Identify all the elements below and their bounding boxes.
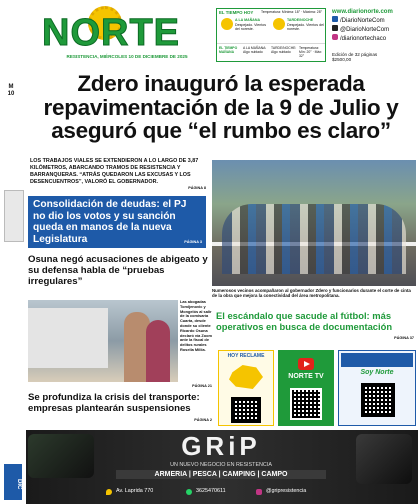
story-deuda-headline: Consolidación de deudas: el PJ no dio los votos y su sanción queda en manos de la nueva Legislatura — [33, 199, 187, 245]
qr-code[interactable] — [290, 388, 322, 420]
lead-headline[interactable]: Zdero inauguró la esperada repavimentación de la 9 de Julio y aseguró que “el rumbo es claro” — [43, 71, 399, 143]
story-futbol-headline[interactable]: El escándalo que sacude al fútbol: más operativos en busca de documentación — [216, 310, 393, 332]
ad-social: @gripresistencia — [266, 488, 307, 494]
ad-grip[interactable] — [26, 430, 418, 504]
sun-icon — [273, 18, 285, 30]
qr-code[interactable] — [231, 397, 261, 423]
story-futbol-page-ref: PÁGINA 37 — [394, 336, 414, 340]
story-abigeato-photo[interactable] — [28, 300, 178, 382]
side-bottom-label: DIC — [4, 464, 22, 500]
promo-hoy-reclame[interactable] — [218, 350, 274, 426]
weather-afternoon-label: TARDE/NOCHE — [287, 18, 314, 22]
side-index-number: 10 — [7, 91, 15, 97]
story-deuda-page-ref: PÁGINA 3 — [184, 240, 202, 244]
twitter-icon — [332, 25, 338, 31]
weather-afternoon-desc: Despejado. Vientos del noreste. — [287, 23, 324, 32]
logo[interactable] — [42, 6, 200, 54]
location-icon — [106, 489, 112, 495]
logo-text: NORTE — [42, 12, 180, 54]
promo-soy-norte-title: Soy Norte — [360, 369, 394, 376]
lead-photo-caption: Numerosos vecinos acompañaron al gobernador Zdero y funcionarios durante el corte de cinta de la obra que mejora la conectividad del área metropolitana. — [212, 288, 411, 299]
social-links — [332, 8, 418, 63]
story-transporte-page-ref: PÁGINA 2 — [194, 418, 212, 422]
instagram-icon — [256, 489, 262, 495]
weather-tomorrow-morning: A LA MAÑANA: Algo nublado — [243, 46, 267, 55]
promo-norte-tv-title: NORTE TV — [288, 373, 324, 380]
ad-brand: GRiP — [181, 431, 261, 461]
promo-soy-norte-header — [341, 353, 413, 367]
website-link[interactable]: www.diarionorte.com — [332, 9, 393, 15]
qr-code[interactable] — [361, 383, 395, 417]
ad-product-graphic — [356, 434, 412, 484]
facebook-icon — [332, 16, 338, 22]
crowd-graphic — [222, 204, 406, 274]
ad-phone: 3625470611 — [196, 488, 226, 494]
twitter-link[interactable]: @DiarioNorteCom — [332, 25, 418, 34]
promo-norte-tv[interactable] — [278, 350, 334, 426]
masthead — [0, 0, 420, 68]
weather-tomorrow-label: EL TIEMPO MAÑANA — [219, 46, 238, 55]
facebook-link[interactable]: /DiarioNorteCom — [332, 16, 418, 25]
person-graphic — [146, 320, 170, 382]
building-graphic — [28, 308, 108, 368]
sun-icon — [221, 18, 233, 30]
dateline: RESISTENCIA, MIÉRCOLES 10 DE DICIEMBRE DE 2025 — [66, 54, 188, 59]
weather-tomorrow-temps: Temperatura: Mín: 20° · Máx: 32° — [299, 46, 323, 59]
story-transporte-headline[interactable]: Se profundiza la crisis del transporte: empresas plantearán suspensiones — [28, 392, 200, 414]
weather-morning-label: A LA MAÑANA — [235, 18, 261, 22]
weather-box — [216, 8, 326, 62]
play-triangle-icon — [304, 361, 310, 367]
promo-soy-norte[interactable] — [338, 350, 416, 426]
weather-divider — [217, 43, 325, 44]
story-abigeato-caption: Las abogadas Tomljenovic y Mongelós al salir de la comisaría Cuarta, desde donde su cliente Ricardo Osuna declaró vía Zoom ante la fiscal de delitos rurales Rosella Millia. — [180, 299, 212, 352]
price: $2500,00 — [332, 57, 352, 63]
weather-morning-desc: Despejado. Vientos del noreste. — [235, 23, 267, 32]
weather-temps: Temperatura: Mínima: 18° · Máxima: 28° — [261, 10, 322, 14]
weather-title: EL TIEMPO HOY — [219, 10, 254, 15]
ad-contact-bar — [86, 486, 356, 500]
story-abigeato-page-ref: PÁGINA 21 — [192, 384, 212, 388]
lead-photo[interactable] — [212, 160, 416, 286]
lead-summary: LOS TRABAJOS VIALES SE EXTENDIERON A LO LARGO DE 3,87 KILÓMETROS, ABARCANDO TRAMOS DE RESISTENCIA Y BARRANQUERAS. “ATRÁS QUEDARON LAS EXCUSAS Y LOS DESENCUENTROS”, VALORÓ EL GOBERNADOR. — [30, 158, 199, 185]
side-index-label: M — [8, 84, 14, 90]
story-abigeato-headline[interactable]: Osuna negó acusaciones de abigeato y su defensa habla de “pruebas irregulares” — [28, 254, 208, 287]
ad-address: Av. Laprida 770 — [116, 488, 154, 494]
lead-page-ref: PÁGINA 8 — [188, 186, 206, 190]
weather-tomorrow-afternoon: TARDE/NOCHE: Algo nublado — [271, 46, 297, 55]
ad-product-graphic — [28, 434, 94, 478]
ad-categories: ARMERIA | PESCA | CAMPING | CAMPO — [116, 470, 326, 479]
instagram-icon — [332, 34, 338, 40]
side-index — [4, 84, 18, 98]
side-thumbnail[interactable] — [4, 190, 24, 242]
edition-info: Edición de 32 páginas — [332, 52, 378, 57]
map-icon — [229, 365, 263, 389]
ad-tagline: UN NUEVO NEGOCIO EN RESISTENCIA — [170, 462, 272, 468]
promo-hoy-reclame-title: HOY RECLAME — [227, 353, 265, 359]
whatsapp-icon — [186, 489, 192, 495]
instagram-link[interactable]: /diarionortechaco — [332, 34, 418, 43]
